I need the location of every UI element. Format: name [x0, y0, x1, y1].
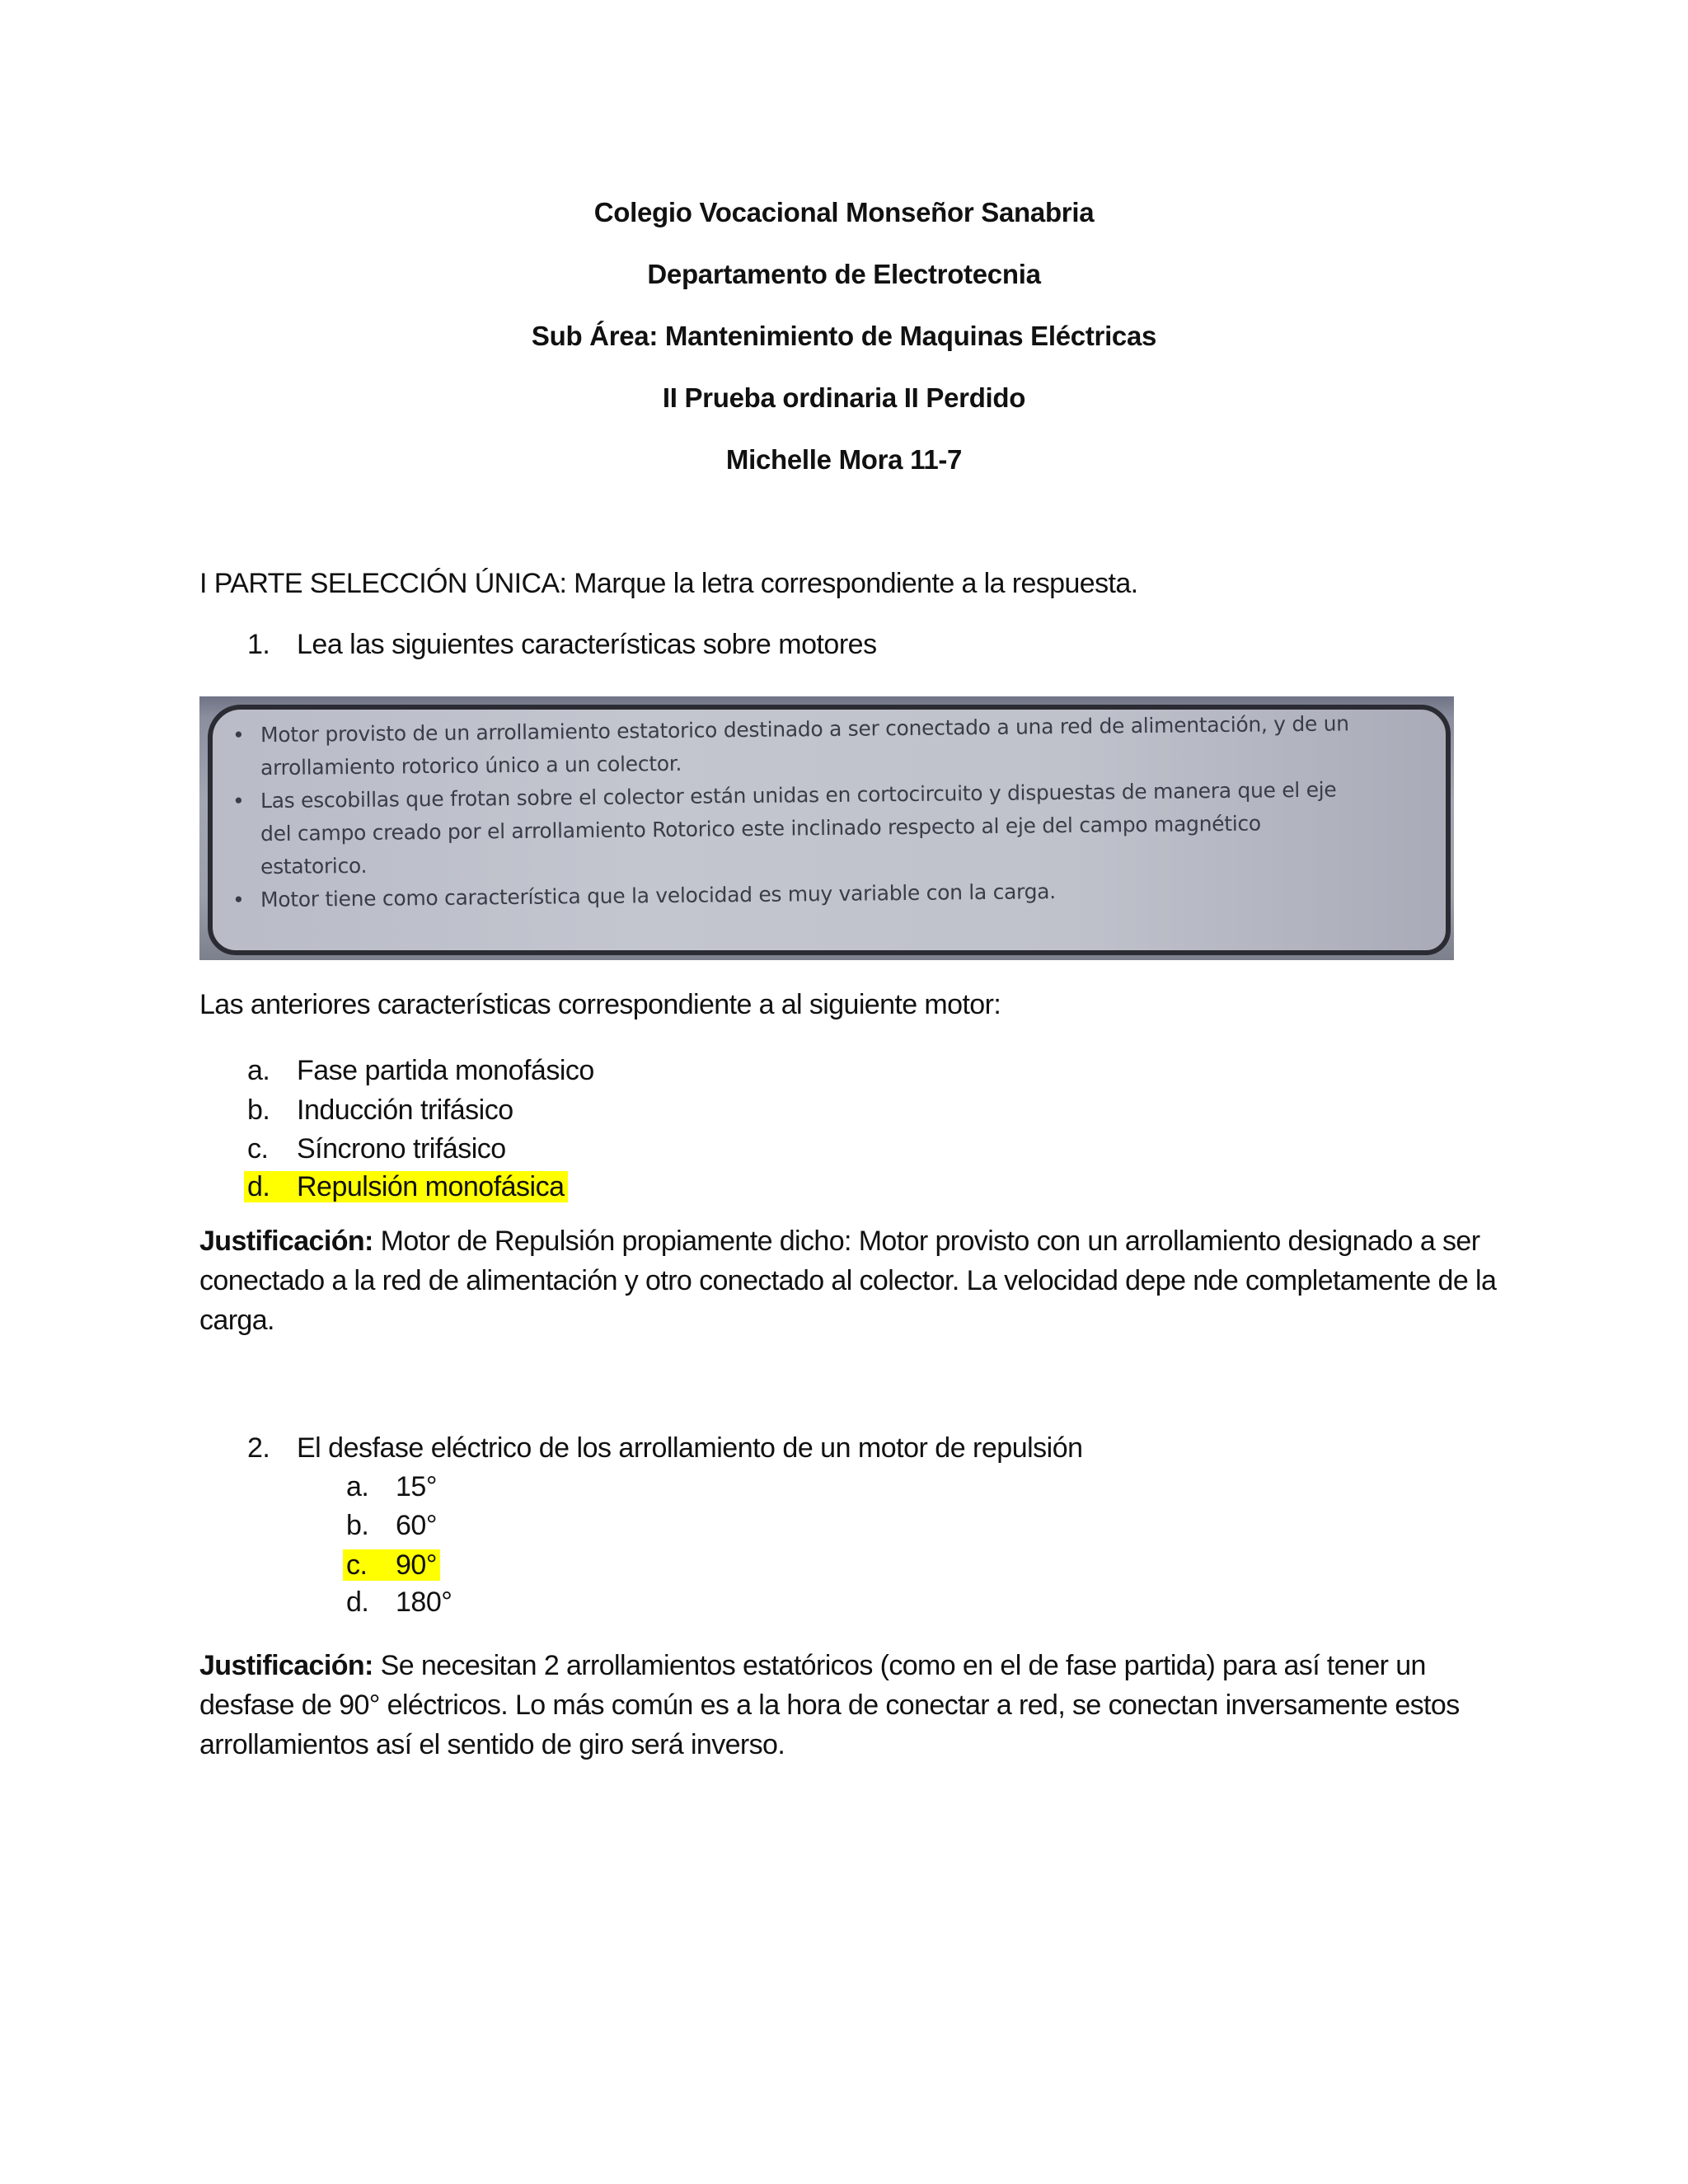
justification-label: Justificación:: [199, 1650, 373, 1681]
question-number: 2.: [247, 1432, 270, 1464]
question-prompt: Lea las siguientes características sobre motores: [297, 629, 877, 660]
question-prompt: El desfase eléctrico de los arrollamiento de un motor de repulsión: [297, 1432, 1083, 1464]
justification-text: Motor de Repulsión propiamente dicho: Motor provisto con un arrollamiento designado a ser conectado a la red de alimentación y otro conectado al colector. La velocidad depe nde completamente de la carga.: [199, 1226, 1497, 1336]
bullet-icon: •: [232, 888, 245, 912]
q2-option-c-selected: [343, 1547, 440, 1583]
department-name: Departamento de Electrotecnia: [647, 259, 1041, 289]
scan-line: • Motor tiene como característica que la velocidad es muy variable con la carga.: [232, 871, 1419, 916]
document-header: [0, 196, 1688, 505]
q1-option-a: a. Fase partida monofásico: [247, 1055, 594, 1086]
scan-line: estatorico.: [260, 853, 368, 879]
q1-option-d-selected: [244, 1169, 568, 1205]
q1-justification: [199, 1221, 1502, 1340]
scanned-characteristics-image: [199, 696, 1454, 960]
bullet-icon: •: [232, 723, 245, 748]
q2-justification: [199, 1646, 1502, 1765]
student-name: Michelle Mora 11-7: [725, 444, 963, 475]
scan-line: del campo creado por el arrollamiento Rotorico este inclinado respecto al eje del campo magnético: [260, 811, 1261, 846]
q2-option-d: d. 180°: [346, 1586, 452, 1618]
q1-lead: Las anteriores características correspondiente a al siguiente motor:: [199, 989, 1001, 1020]
question-2: [247, 1430, 1083, 1466]
scan-line: arrollamiento rotorico único a un colector.: [260, 751, 682, 780]
answer-highlight: c. 90°: [343, 1549, 440, 1581]
scan-bullet-list: [232, 713, 1419, 911]
subarea-title: Sub Área: Mantenimiento de Maquinas Eléctricas: [531, 321, 1157, 351]
justification-text: Se necesitan 2 arrollamientos estatóricos (como en el de fase partida) para así tener un desfase de 90° eléctricos. Lo más común es a la hora de conectar a red, se conectan inversamente estos arrollamientos así el sentido de giro será inverso.: [199, 1650, 1460, 1760]
question-number: 1.: [247, 629, 270, 660]
exam-title: II Prueba ordinaria II Perdido: [662, 382, 1026, 413]
scan-line: • Las escobillas que frotan sobre el colector están unidas en cortocircuito y dispuestas de manera que el eje: [232, 772, 1419, 818]
q2-option-a: a. 15°: [346, 1471, 437, 1502]
justification-label: Justificación:: [199, 1226, 373, 1257]
scan-line: • Motor provisto de un arrollamiento estatorico destinado a ser conectado a una red de alimentación, y de un: [232, 706, 1419, 752]
question-1: [247, 626, 877, 663]
q1-option-c: c. Síncrono trifásico: [247, 1133, 506, 1165]
school-name: Colegio Vocacional Monseñor Sanabria: [593, 197, 1095, 227]
answer-highlight: d. Repulsión monofásica: [244, 1171, 568, 1202]
q2-option-b: b. 60°: [346, 1510, 437, 1541]
bullet-icon: •: [232, 789, 245, 813]
part-instructions: I PARTE SELECCIÓN ÚNICA: Marque la letra correspondiente a la respuesta.: [199, 568, 1138, 599]
q1-option-b: b. Inducción trifásico: [247, 1094, 513, 1126]
